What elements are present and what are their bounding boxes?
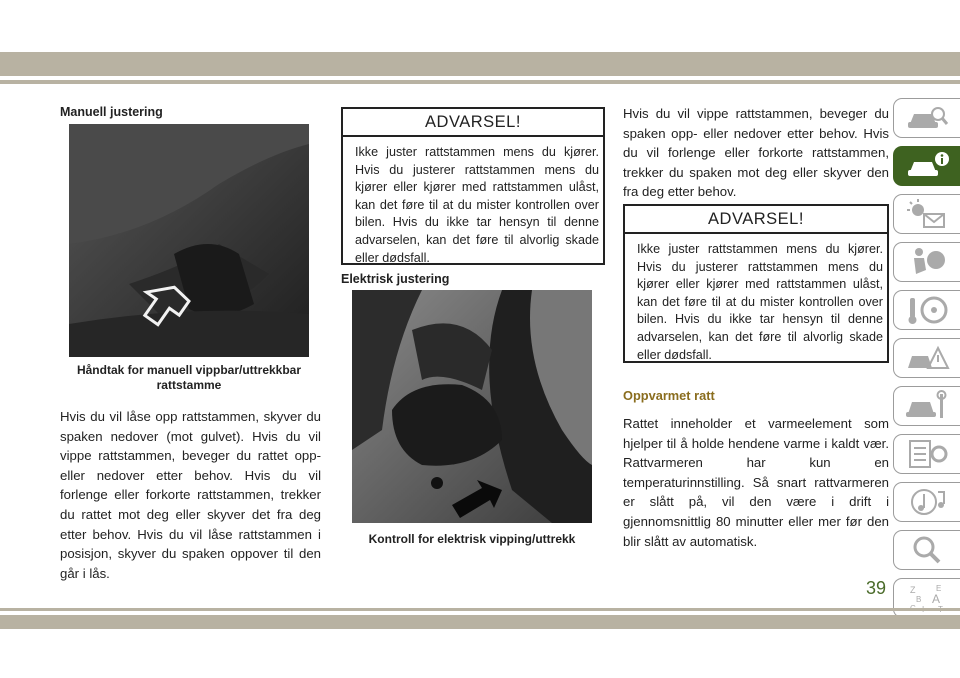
car-search-icon (904, 102, 950, 134)
electric-control-caption: Kontroll for elektrisk vipping/uttrekk (368, 532, 576, 546)
index-letter: Z (910, 585, 916, 595)
multimedia-icon (904, 486, 950, 518)
manual-lever-illustration (69, 124, 309, 357)
heated-wheel-heading: Oppvarmet ratt (623, 388, 715, 403)
heated-wheel-paragraph: Rattet inneholder et varmeelement som hjelper til å holde hendene varme i kaldt vær. Rattvarmeren har kun en temperaturinnstilling. Så snart rattvarmeren er slått på, vil den være i drift i gjennomsnittlig 80 minutter eller mer før den blir slått av automatisk. (623, 416, 889, 549)
car-service-icon (904, 390, 950, 422)
manual-lever-caption: Håndtak for manuell vippbar/uttrekkbar rattstamme (76, 363, 302, 392)
tab-steering-start[interactable] (893, 290, 960, 330)
index-letter: B (916, 595, 922, 604)
electric-control-photo (352, 290, 592, 523)
car-hazard-icon (904, 342, 950, 374)
tab-car-search[interactable] (893, 98, 960, 138)
airbag-seat-icon (904, 246, 950, 278)
tab-car-hazard[interactable] (893, 338, 960, 378)
tab-index-search[interactable] (893, 530, 960, 570)
warning-title: ADVARSEL! (343, 109, 603, 137)
tab-alphabet-index[interactable] (893, 578, 960, 618)
warning-box-middle (341, 107, 605, 265)
tab-maintenance-list[interactable] (893, 434, 960, 474)
header-rule (0, 80, 960, 84)
manual-adjust-paragraph: Hvis du vil låse opp rattstammen, skyver du spaken nedover (mot gulvet). Hvis du vil vippe rattstammen, beveger du rattet opp- eller nedover etter behov. Hvis du vil forlenge eller forkorte rattstammen, trekker du rattet mot deg eller skyver det fra deg etter behov. Hvis du vil låse rattstammen i posisjon, skyver du spaken oppover til den går i lås. (60, 409, 321, 581)
tab-car-service[interactable] (893, 386, 960, 426)
page-number: 39 (866, 578, 887, 598)
tab-airbag-seat[interactable] (893, 242, 960, 282)
chapter-tabs (893, 98, 960, 626)
manual-lever-photo (69, 124, 309, 357)
maintenance-list-icon (904, 438, 950, 470)
electric-adjust-heading: Elektrisk justering (341, 272, 450, 286)
footer-rule (0, 608, 960, 611)
warning-text: Ikke juster rattstammen mens du kjører. Hvis du justerer rattstammen mens du kjører eller kjører med rattstammen ulåst, kan det føre til at du mister kontrollen over bilen. Hvis du ikke tar hensyn til denne advarselen, kan det føre til alvorlig skade eller dødsfall. (355, 145, 599, 265)
warning-text: Ikke juster rattstammen mens du kjører. Hvis du justerer rattstammen mens du kjører eller kjører med rattstammen ulåst, kan det føre til at du mister kontrollen over bilen. Hvis du ikke tar hensyn til denne advarselen, kan det føre til alvorlig skade eller dødsfall. (637, 242, 883, 362)
electric-adjust-paragraph: Hvis du vil vippe rattstammen, beveger du spaken opp- eller nedover etter behov. Hvis du vil forlenge eller forkorte rattstammen, trekker du spaken mot deg eller skyver den fra deg etter behov. (623, 106, 889, 200)
warning-box-right (623, 204, 889, 363)
steering-start-icon (904, 294, 950, 326)
car-info-icon (904, 150, 950, 182)
electric-control-illustration (352, 290, 592, 523)
index-letter: A (932, 592, 941, 606)
tab-multimedia[interactable] (893, 482, 960, 522)
index-search-icon (904, 534, 950, 566)
manual-adjust-heading: Manuell justering (60, 105, 163, 119)
tab-car-info[interactable] (893, 146, 960, 186)
header-band (0, 52, 960, 76)
footer-band (0, 615, 960, 629)
tab-warning-lights[interactable] (893, 194, 960, 234)
index-letter: E (936, 584, 942, 593)
warning-title: ADVARSEL! (625, 206, 887, 234)
warning-lights-icon (904, 198, 950, 230)
